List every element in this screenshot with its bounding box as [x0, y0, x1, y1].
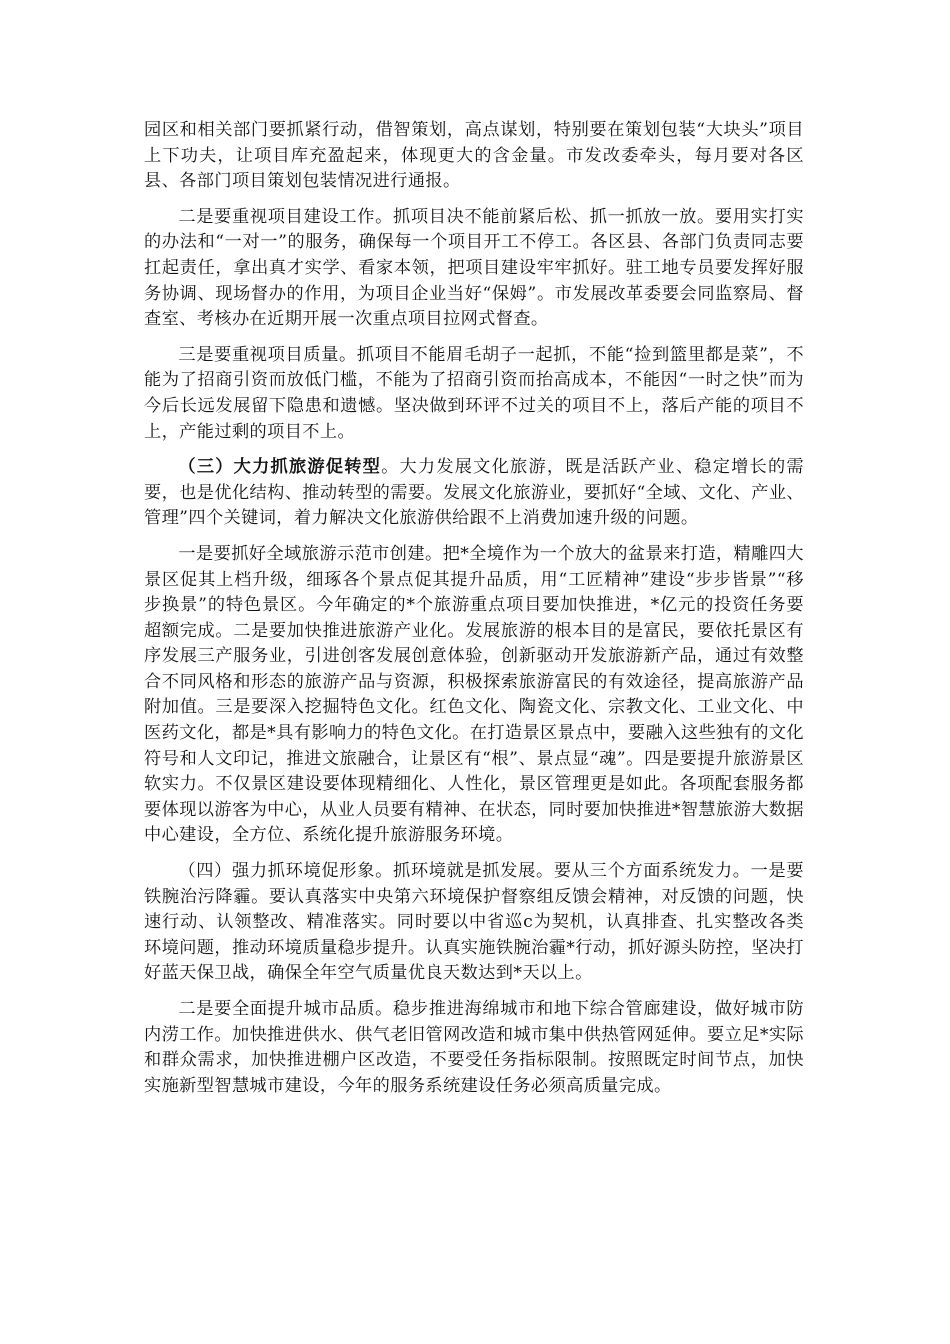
paragraph-text: 。大力发展文化旅游，既是活跃产业、稳定增长的需要，也是优化结构、推动转型的需要。发展文化旅游业，要抓好“全域、文化、产业、管理”四个关键词，着力解决文化旅游供给跟不上消费加速升级的问题。	[144, 457, 804, 529]
paragraph-text: 一是要抓好全域旅游示范市创建。把*全境作为一个放大的盆景来打造，精雕四大景区促其上档升级，细琢各个景点促其提升品质，用“工匠精神”建设“步步皆景”“移步换景”的特色景区。今年确定的*个旅游重点项目要加快推进，*亿元的投资任务要超额完成。二是要加快推进旅游产业化。发展旅游的根本目的是富民，要依托景区有序发展三产服务业，引进创客发展创意体验，创新驱动开发旅游新产品，通过有效整合不同风格和形态的旅游产品与资源，积极探索旅游富民的有效途径，提高旅游产品附加值。三是要深入挖掘特色文化。红色文化、陶瓷文化、宗教文化、工业文化、中医药文化，都是*具有影响力的特色文化。在打造景区景点中，要融入这些独有的文化符号和人文印记，推进文旅融合，让景区有“根”、景点显“魂”。四是要提升旅游景区软实力。不仅景区建设要体现精细化、人性化，景区管理更是如此。各项配套服务都要体现以游客为中心，从业人员要有精神、在状态，同时要加快推进*智慧旅游大数据中心建设，全方位、系统化提升旅游服务环境。	[144, 543, 805, 846]
section-heading: （三）大力抓旅游促转型	[178, 457, 382, 478]
paragraph-text: 园区和相关部门要抓紧行动，借智策划，高点谋划，特别要在策划包装“大块头”项目上下功夫，让项目库充盈起来，体现更大的含金量。市发改委牵头，每月要对各区县、各部门项目策划包装情况进行通报。	[144, 120, 804, 192]
paragraph-tourism	[144, 455, 804, 532]
paragraph-text: 二是要全面提升城市品质。稳步推进海绵城市和地下综合管廊建设，做好城市防内涝工作。加快推进供水、供气老旧管网改造和城市集中供热管网延伸。要立足*实际和群众需求，加快推进棚户区改造，不要受任务指标限制。按照既定时间节点，加快实施新型智慧城市建设，今年的服务系统建设任务必须高质量完成。	[144, 999, 805, 1096]
paragraph-text: 二是要重视项目建设工作。抓项目决不能前紧后松、抓一抓放一放。要用实打实的办法和“一对一”的服务，确保每一个项目开工不停工。各区县、各部门负责同志要扛起责任，拿出真才实学、看家本领，把项目建设牢牢抓好。驻工地专员要发挥好服务协调、现场督办的作用，为项目企业当好“保姆”。市发展改革委要会同监察局、督查室、考核办在近期开展一次重点项目拉网式督查。	[144, 206, 804, 330]
paragraph-project-construction	[144, 205, 804, 333]
paragraph-city-quality	[144, 997, 804, 1099]
paragraph-environment	[144, 859, 804, 987]
document-page	[144, 118, 804, 1109]
paragraph-text: 三是要重视项目质量。抓项目不能眉毛胡子一起抓，不能“捡到篮里都是菜”，不能为了招商引资而放低门槛，不能为了招商引资而抬高成本，不能因“一时之快”而为今后长远发展留下隐患和遗憾。坚决做到环评不过关的项目不上，落后产能的项目不上，产能过剩的项目不上。	[144, 344, 804, 442]
paragraph-project-quality	[144, 343, 804, 445]
paragraph-text: （四）强力抓环境促形象。抓环境就是抓发展。要从三个方面系统发力。一是要铁腕治污降霾。要认真落实中央第六环境保护督察组反馈会精神，对反馈的问题，快速行动、认领整改、精准落实。同时要以中省巡c为契机，认真排查、扎实整改各类环境问题，推动环境质量稳步提升。认真实施铁腕治霾*行动，抓好源头防控，坚决打好蓝天保卫战，确保全年空气质量优良天数达到*天以上。	[144, 861, 804, 984]
paragraph-project-planning	[144, 118, 804, 195]
paragraph-tourism-details	[144, 542, 804, 849]
